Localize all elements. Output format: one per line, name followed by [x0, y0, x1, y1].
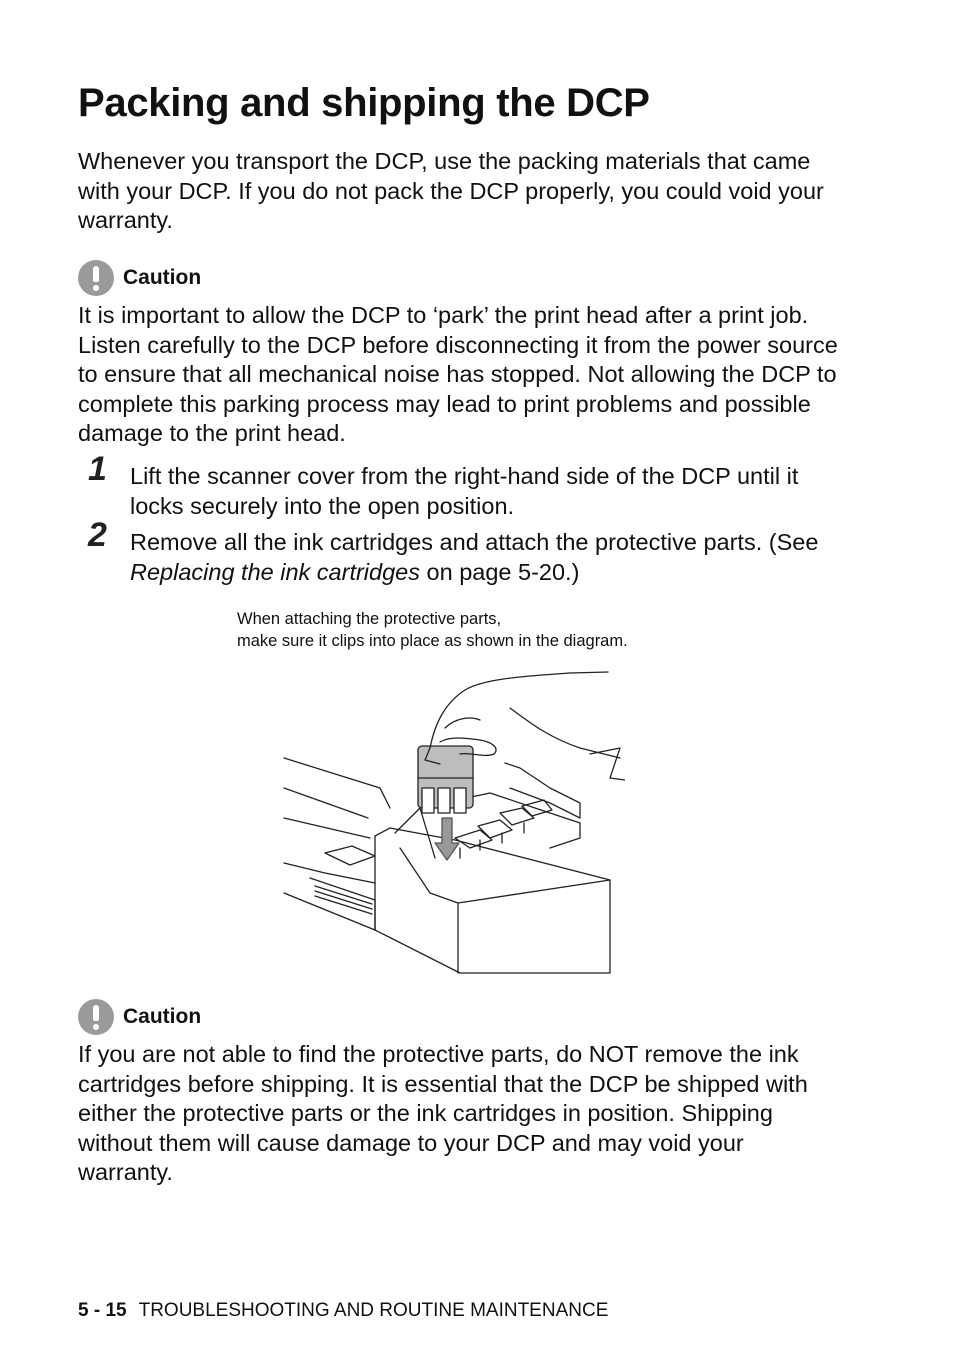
- page-footer: [78, 1300, 608, 1322]
- caution-heading-1: [78, 260, 201, 296]
- section-title: TROUBLESHOOTING AND ROUTINE MAINTENANCE: [138, 1300, 609, 1321]
- cross-reference-link-text: Replacing the ink cartridges: [130, 558, 420, 585]
- step-number: 1: [88, 450, 107, 488]
- caution-text-2: If you are not able to find the protective parts, do NOT remove the ink cartridges before shipping. It is essential that the DCP be shipped with either the protective parts or the ink cartridges in position. Shipping without them will cause damage to your DCP and may void your warranty.: [78, 1041, 808, 1185]
- intro-paragraph: Whenever you transport the DCP, use the packing materials that came with your DCP. If you do not pack the DCP properly, you could void your warranty.: [78, 148, 824, 233]
- printer-cartridge-illustration: [280, 668, 625, 978]
- step-text: [130, 528, 830, 587]
- caution-heading-2: [78, 999, 201, 1035]
- step-text-part: Remove all the ink cartridges and attach the protective parts. (See: [130, 529, 819, 555]
- page-number: 5 - 15: [78, 1300, 127, 1321]
- diagram-note-line: make sure it clips into place as shown in the diagram.: [237, 632, 628, 650]
- diagram-note-line: When attaching the protective parts,: [237, 610, 502, 628]
- page-title: Packing and shipping the DCP: [78, 81, 650, 125]
- step-text-part: on page 5-20.): [420, 558, 580, 585]
- exclamation-icon: [78, 999, 114, 1035]
- caution-label: Caution: [123, 266, 202, 289]
- caution-text-1: It is important to allow the DCP to ‘park’ the print head after a print job. Listen carefully to the DCP before disconnecting it from the power source to ensure that all mechanical noise has stopped. Not allowing the DCP to complete this parking process may lead to print problems and possible damage to the print head.: [78, 302, 838, 446]
- step-number: 2: [88, 516, 107, 554]
- exclamation-icon: [78, 260, 114, 296]
- step-text: Lift the scanner cover from the right-hand side of the DCP until it locks securely into the open position.: [130, 463, 799, 519]
- caution-label: Caution: [123, 1005, 202, 1028]
- diagram-note: [237, 608, 628, 652]
